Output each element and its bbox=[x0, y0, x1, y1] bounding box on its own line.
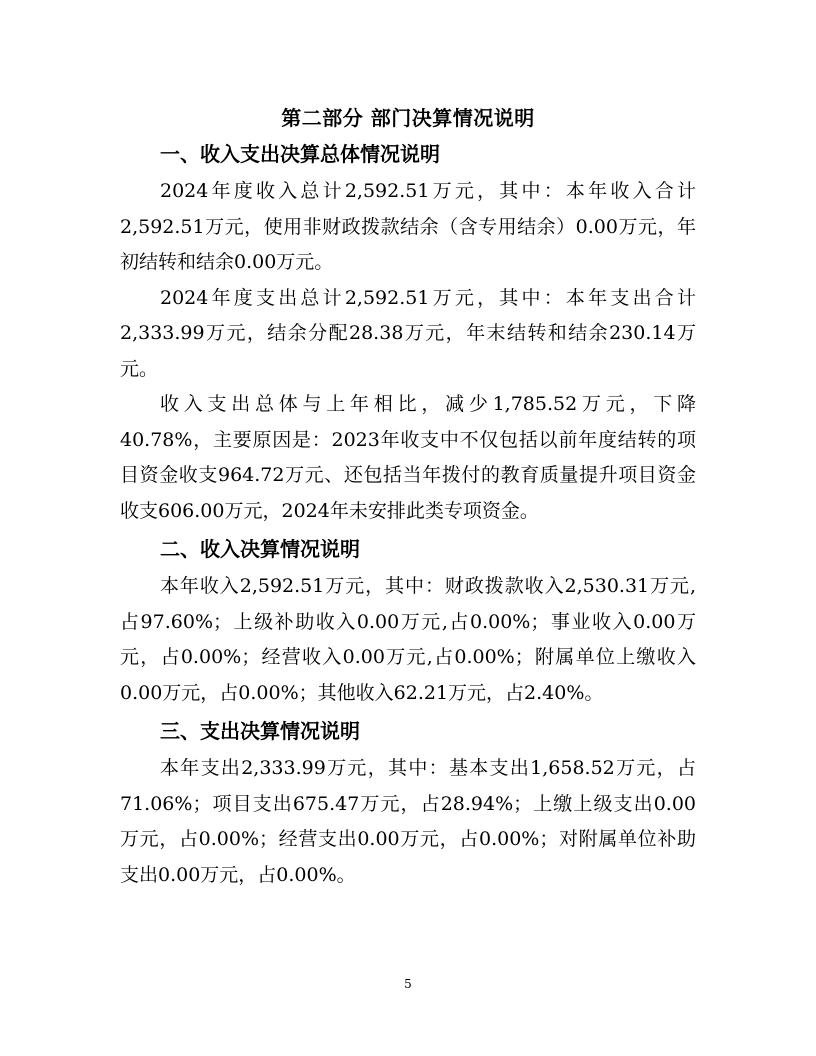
paragraph-expenditure-detail: 本年支出2,333.99万元，其中：基本支出1,658.52万元，占71.06%；项目支出675.47万元，占28.94%；上缴上级支出0.00万元，占0.00%；经营支出0.00万元，占0.00%；对附属单位补助支出0.00万元，占0.00%。 bbox=[120, 757, 696, 886]
document-title: 第二部分 部门决算情况说明 bbox=[281, 106, 535, 130]
paragraph-income-detail: 本年收入2,592.51万元，其中：财政拨款收入2,530.31万元,占97.60%；上级补助收入0.00万元,占0.00%；事业收入0.00万元，占0.00%；经营收入0.00万元,占0.00%；附属单位上缴收入0.00万元，占0.00%；其他收入62.21万元，占2.40%。 bbox=[120, 575, 696, 704]
section-heading-expenditure: 三、支出决算情况说明 bbox=[160, 719, 360, 743]
section-income bbox=[120, 533, 696, 711]
section-heading-overall: 一、收入支出决算总体情况说明 bbox=[160, 142, 440, 166]
paragraph-year-comparison: 收入支出总体与上年相比，减少1,785.52万元，下降40.78%，主要原因是：2023年收支中不仅包括以前年度结转的项目资金收支964.72万元、还包括当年拨付的教育质量提升项目资金收支606.00万元，2024年未安排此类专项资金。 bbox=[120, 393, 696, 522]
page-number: 5 bbox=[404, 977, 412, 991]
document-page bbox=[120, 102, 696, 893]
section-overall bbox=[120, 138, 696, 529]
section-heading-income: 二、收入决算情况说明 bbox=[160, 537, 360, 561]
paragraph-total-income: 2024年度收入总计2,592.51万元，其中：本年收入合计2,592.51万元，使用非财政拨款结余（含专用结余）0.00万元，年初结转和结余0.00万元。 bbox=[120, 180, 696, 273]
section-expenditure bbox=[120, 715, 696, 893]
paragraph-total-expenditure: 2024年度支出总计2,592.51万元，其中：本年支出合计2,333.99万元，结余分配28.38万元，年末结转和结余230.14万元。 bbox=[120, 286, 696, 380]
